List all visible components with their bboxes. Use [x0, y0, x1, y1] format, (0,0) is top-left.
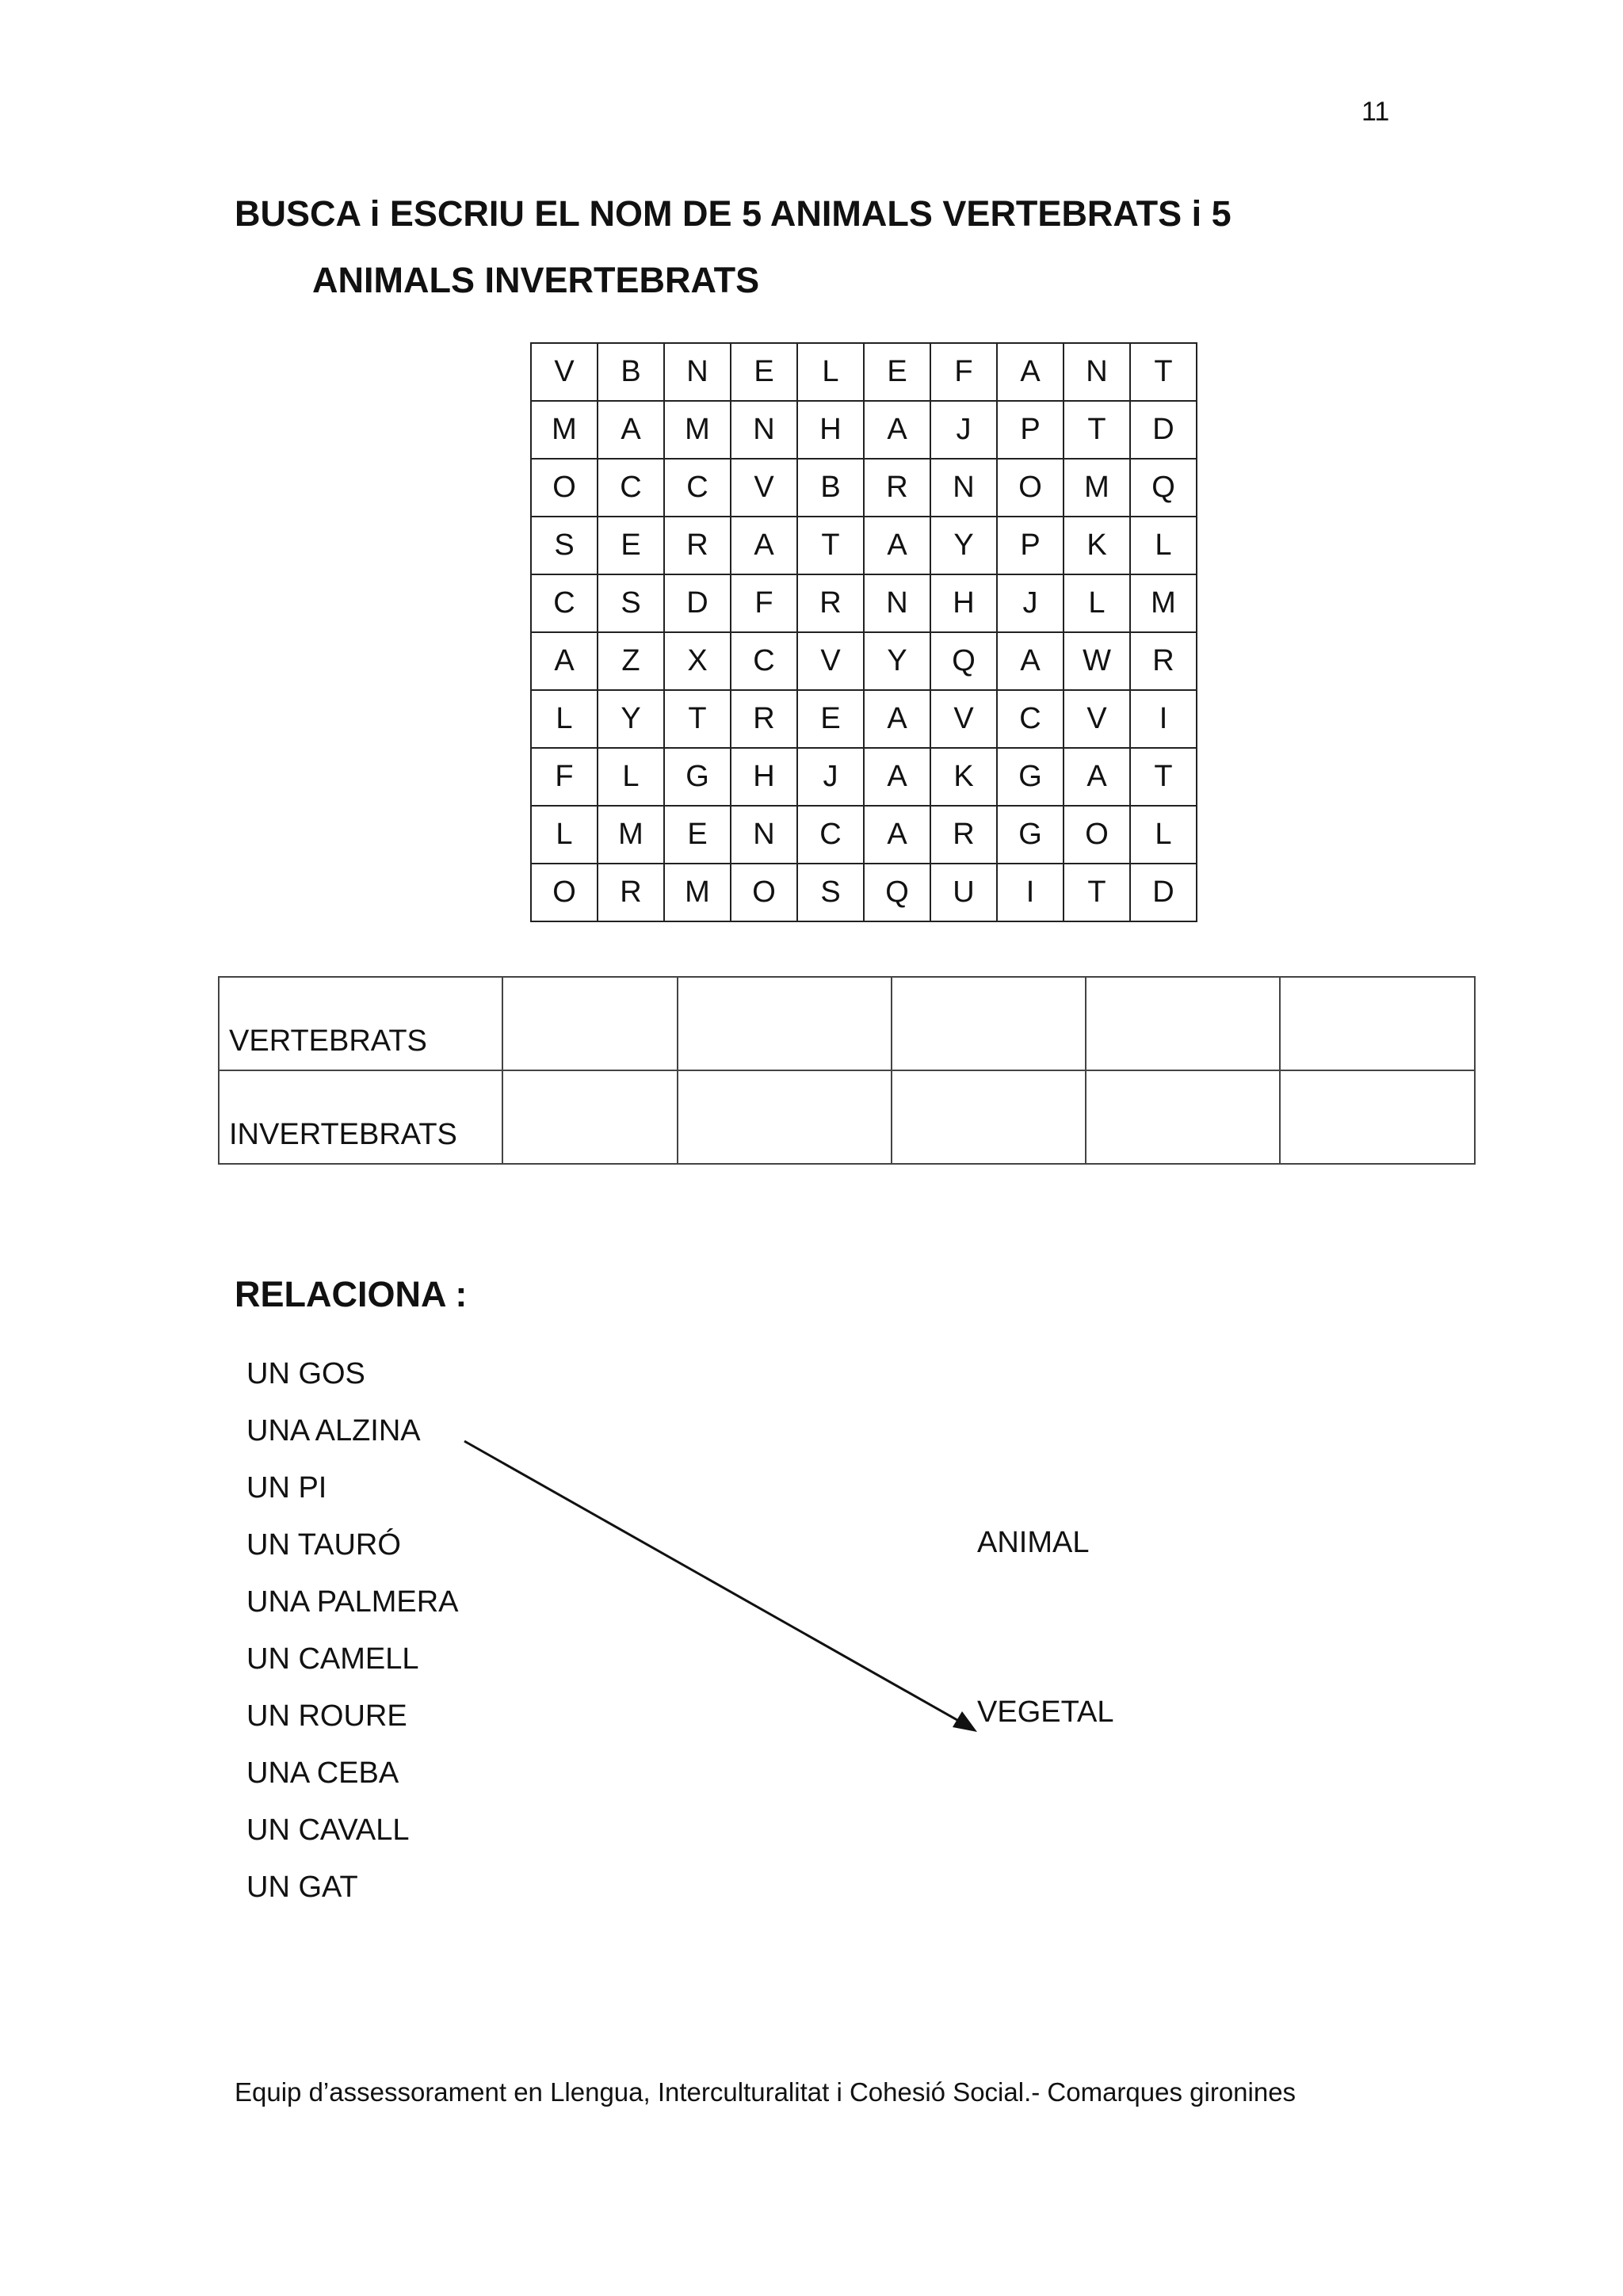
- answer-cell[interactable]: [1280, 1070, 1475, 1164]
- word-search-cell[interactable]: I: [1130, 690, 1197, 748]
- answer-row-vertebrats: [219, 977, 1475, 1070]
- word-search-cell[interactable]: J: [930, 401, 997, 459]
- relaciona-item[interactable]: UN CAMELL: [246, 1642, 419, 1676]
- word-search-cell[interactable]: P: [997, 401, 1064, 459]
- word-search-row: [531, 574, 1197, 632]
- word-search-cell[interactable]: B: [598, 343, 664, 401]
- word-search-cell[interactable]: M: [531, 401, 598, 459]
- word-search-cell[interactable]: R: [1130, 632, 1197, 690]
- word-search-cell[interactable]: N: [930, 459, 997, 517]
- answer-table: [218, 976, 1476, 1165]
- word-search-cell[interactable]: L: [531, 690, 598, 748]
- word-search-row: [531, 459, 1197, 517]
- answer-cell[interactable]: [892, 977, 1086, 1070]
- word-search-cell[interactable]: G: [997, 806, 1064, 864]
- relaciona-item[interactable]: UNA ALZINA: [246, 1414, 421, 1447]
- word-search-cell[interactable]: R: [664, 517, 731, 574]
- word-search-cell[interactable]: F: [731, 574, 797, 632]
- word-search-row: [531, 864, 1197, 921]
- word-search-cell[interactable]: C: [731, 632, 797, 690]
- word-search-cell[interactable]: O: [531, 864, 598, 921]
- word-search-cell[interactable]: A: [997, 343, 1064, 401]
- word-search-cell[interactable]: S: [598, 574, 664, 632]
- word-search-cell[interactable]: L: [1130, 806, 1197, 864]
- word-search-cell[interactable]: S: [797, 864, 864, 921]
- row-label-invertebrats: INVERTEBRATS: [219, 1070, 502, 1164]
- answer-cell[interactable]: [502, 977, 678, 1070]
- word-search-cell[interactable]: N: [1064, 343, 1130, 401]
- word-search-cell[interactable]: L: [797, 343, 864, 401]
- word-search-cell[interactable]: N: [731, 806, 797, 864]
- relaciona-item[interactable]: UN PI: [246, 1471, 327, 1505]
- word-search-cell[interactable]: T: [1130, 748, 1197, 806]
- word-search-cell[interactable]: Z: [598, 632, 664, 690]
- page-number: 11: [1361, 97, 1390, 127]
- word-search-cell[interactable]: V: [731, 459, 797, 517]
- answer-cell[interactable]: [678, 977, 892, 1070]
- word-search-cell[interactable]: E: [864, 343, 930, 401]
- word-search-row: [531, 748, 1197, 806]
- relaciona-item[interactable]: UNA CEBA: [246, 1756, 399, 1790]
- word-search-cell[interactable]: K: [930, 748, 997, 806]
- word-search-cell[interactable]: R: [731, 690, 797, 748]
- word-search-cell[interactable]: O: [997, 459, 1064, 517]
- word-search-cell[interactable]: V: [797, 632, 864, 690]
- word-search-cell[interactable]: A: [598, 401, 664, 459]
- word-search-cell[interactable]: J: [997, 574, 1064, 632]
- word-search-cell[interactable]: V: [531, 343, 598, 401]
- word-search-cell[interactable]: A: [864, 806, 930, 864]
- relaciona-item[interactable]: UN CAVALL: [246, 1814, 410, 1847]
- word-search-cell[interactable]: C: [797, 806, 864, 864]
- word-search-cell[interactable]: E: [664, 806, 731, 864]
- word-search-cell[interactable]: D: [1130, 864, 1197, 921]
- word-search-cell[interactable]: T: [797, 517, 864, 574]
- exercise-heading-line-1: BUSCA i ESCRIU EL NOM DE 5 ANIMALS VERTEBRATS i 5: [235, 193, 1232, 234]
- word-search-cell[interactable]: Q: [864, 864, 930, 921]
- word-search-cell[interactable]: A: [864, 401, 930, 459]
- answer-cell[interactable]: [502, 1070, 678, 1164]
- word-search-cell[interactable]: T: [664, 690, 731, 748]
- answer-row-invertebrats: [219, 1070, 1475, 1164]
- word-search-cell[interactable]: X: [664, 632, 731, 690]
- word-search-cell[interactable]: D: [664, 574, 731, 632]
- word-search-grid: [530, 342, 1197, 922]
- word-search-cell[interactable]: R: [598, 864, 664, 921]
- word-search-cell[interactable]: C: [598, 459, 664, 517]
- word-search-cell[interactable]: G: [997, 748, 1064, 806]
- word-search-cell[interactable]: E: [598, 517, 664, 574]
- word-search-cell[interactable]: N: [664, 343, 731, 401]
- answer-cell[interactable]: [892, 1070, 1086, 1164]
- word-search-cell[interactable]: H: [797, 401, 864, 459]
- row-label-vertebrats: VERTEBRATS: [219, 977, 502, 1070]
- relaciona-item[interactable]: UN ROURE: [246, 1699, 407, 1733]
- footer-credit: Equip d’assessorament en Llengua, Interculturalitat i Cohesió Social.- Comarques gironines: [235, 2077, 1296, 2107]
- relaciona-item[interactable]: UN TAURÓ: [246, 1528, 401, 1562]
- word-search-cell[interactable]: E: [731, 343, 797, 401]
- word-search-cell[interactable]: C: [531, 574, 598, 632]
- word-search-cell[interactable]: C: [664, 459, 731, 517]
- word-search-cell[interactable]: M: [598, 806, 664, 864]
- word-search-cell[interactable]: S: [531, 517, 598, 574]
- word-search-cell[interactable]: A: [864, 690, 930, 748]
- relaciona-item[interactable]: UNA PALMERA: [246, 1585, 459, 1619]
- relaciona-item[interactable]: UN GAT: [246, 1871, 358, 1904]
- word-search-cell[interactable]: D: [1130, 401, 1197, 459]
- word-search-cell[interactable]: M: [1064, 459, 1130, 517]
- word-search-cell[interactable]: R: [864, 459, 930, 517]
- word-search-cell[interactable]: E: [797, 690, 864, 748]
- word-search-row: [531, 632, 1197, 690]
- word-search-cell[interactable]: J: [797, 748, 864, 806]
- word-search-cell[interactable]: Q: [930, 632, 997, 690]
- arrow-line: [464, 1441, 968, 1726]
- answer-cell[interactable]: [1086, 1070, 1280, 1164]
- answer-cell[interactable]: [678, 1070, 892, 1164]
- word-search-cell[interactable]: I: [997, 864, 1064, 921]
- arrowhead-icon: [953, 1711, 977, 1732]
- word-search-cell[interactable]: A: [1064, 748, 1130, 806]
- word-search-row: [531, 401, 1197, 459]
- word-search-cell[interactable]: V: [930, 690, 997, 748]
- word-search-cell[interactable]: C: [997, 690, 1064, 748]
- word-search-cell[interactable]: B: [797, 459, 864, 517]
- word-search-cell[interactable]: R: [930, 806, 997, 864]
- word-search-cell[interactable]: N: [731, 401, 797, 459]
- word-search-cell[interactable]: F: [531, 748, 598, 806]
- word-search-cell[interactable]: T: [1130, 343, 1197, 401]
- answer-cell[interactable]: [1086, 977, 1280, 1070]
- relaciona-item[interactable]: UN GOS: [246, 1357, 365, 1390]
- word-search-cell[interactable]: Y: [930, 517, 997, 574]
- category-vegetal[interactable]: VEGETAL: [977, 1695, 1114, 1729]
- word-search-cell[interactable]: A: [531, 632, 598, 690]
- word-search-cell[interactable]: Q: [1130, 459, 1197, 517]
- word-search-cell[interactable]: O: [1064, 806, 1130, 864]
- word-search-cell[interactable]: G: [664, 748, 731, 806]
- word-search-row: [531, 517, 1197, 574]
- word-search-cell[interactable]: P: [997, 517, 1064, 574]
- word-search-cell[interactable]: H: [731, 748, 797, 806]
- word-search-cell[interactable]: O: [731, 864, 797, 921]
- word-search-cell[interactable]: L: [1064, 574, 1130, 632]
- word-search-cell[interactable]: A: [997, 632, 1064, 690]
- word-search-cell[interactable]: L: [1130, 517, 1197, 574]
- word-search-cell[interactable]: M: [1130, 574, 1197, 632]
- word-search-cell[interactable]: L: [531, 806, 598, 864]
- word-search-cell[interactable]: O: [531, 459, 598, 517]
- relaciona-item-list: [246, 1356, 458, 1927]
- word-search-cell[interactable]: K: [1064, 517, 1130, 574]
- exercise-heading-line-2: ANIMALS INVERTEBRATS: [312, 260, 760, 300]
- category-animal[interactable]: ANIMAL: [977, 1526, 1090, 1559]
- word-search-cell[interactable]: H: [930, 574, 997, 632]
- word-search-cell[interactable]: Y: [864, 632, 930, 690]
- word-search-cell[interactable]: T: [1064, 401, 1130, 459]
- word-search-cell[interactable]: N: [864, 574, 930, 632]
- word-search-cell[interactable]: R: [797, 574, 864, 632]
- word-search-cell[interactable]: M: [664, 864, 731, 921]
- word-search-cell[interactable]: A: [864, 517, 930, 574]
- answer-cell[interactable]: [1280, 977, 1475, 1070]
- word-search-cell[interactable]: T: [1064, 864, 1130, 921]
- word-search-row: [531, 690, 1197, 748]
- word-search-cell[interactable]: Y: [598, 690, 664, 748]
- word-search-cell[interactable]: V: [1064, 690, 1130, 748]
- word-search-cell[interactable]: L: [598, 748, 664, 806]
- word-search-cell[interactable]: U: [930, 864, 997, 921]
- word-search-cell[interactable]: M: [664, 401, 731, 459]
- word-search-cell[interactable]: A: [864, 748, 930, 806]
- word-search-row: [531, 343, 1197, 401]
- word-search-row: [531, 806, 1197, 864]
- word-search-cell[interactable]: F: [930, 343, 997, 401]
- relaciona-title: RELACIONA :: [235, 1274, 468, 1314]
- word-search-cell[interactable]: W: [1064, 632, 1130, 690]
- word-search-cell[interactable]: A: [731, 517, 797, 574]
